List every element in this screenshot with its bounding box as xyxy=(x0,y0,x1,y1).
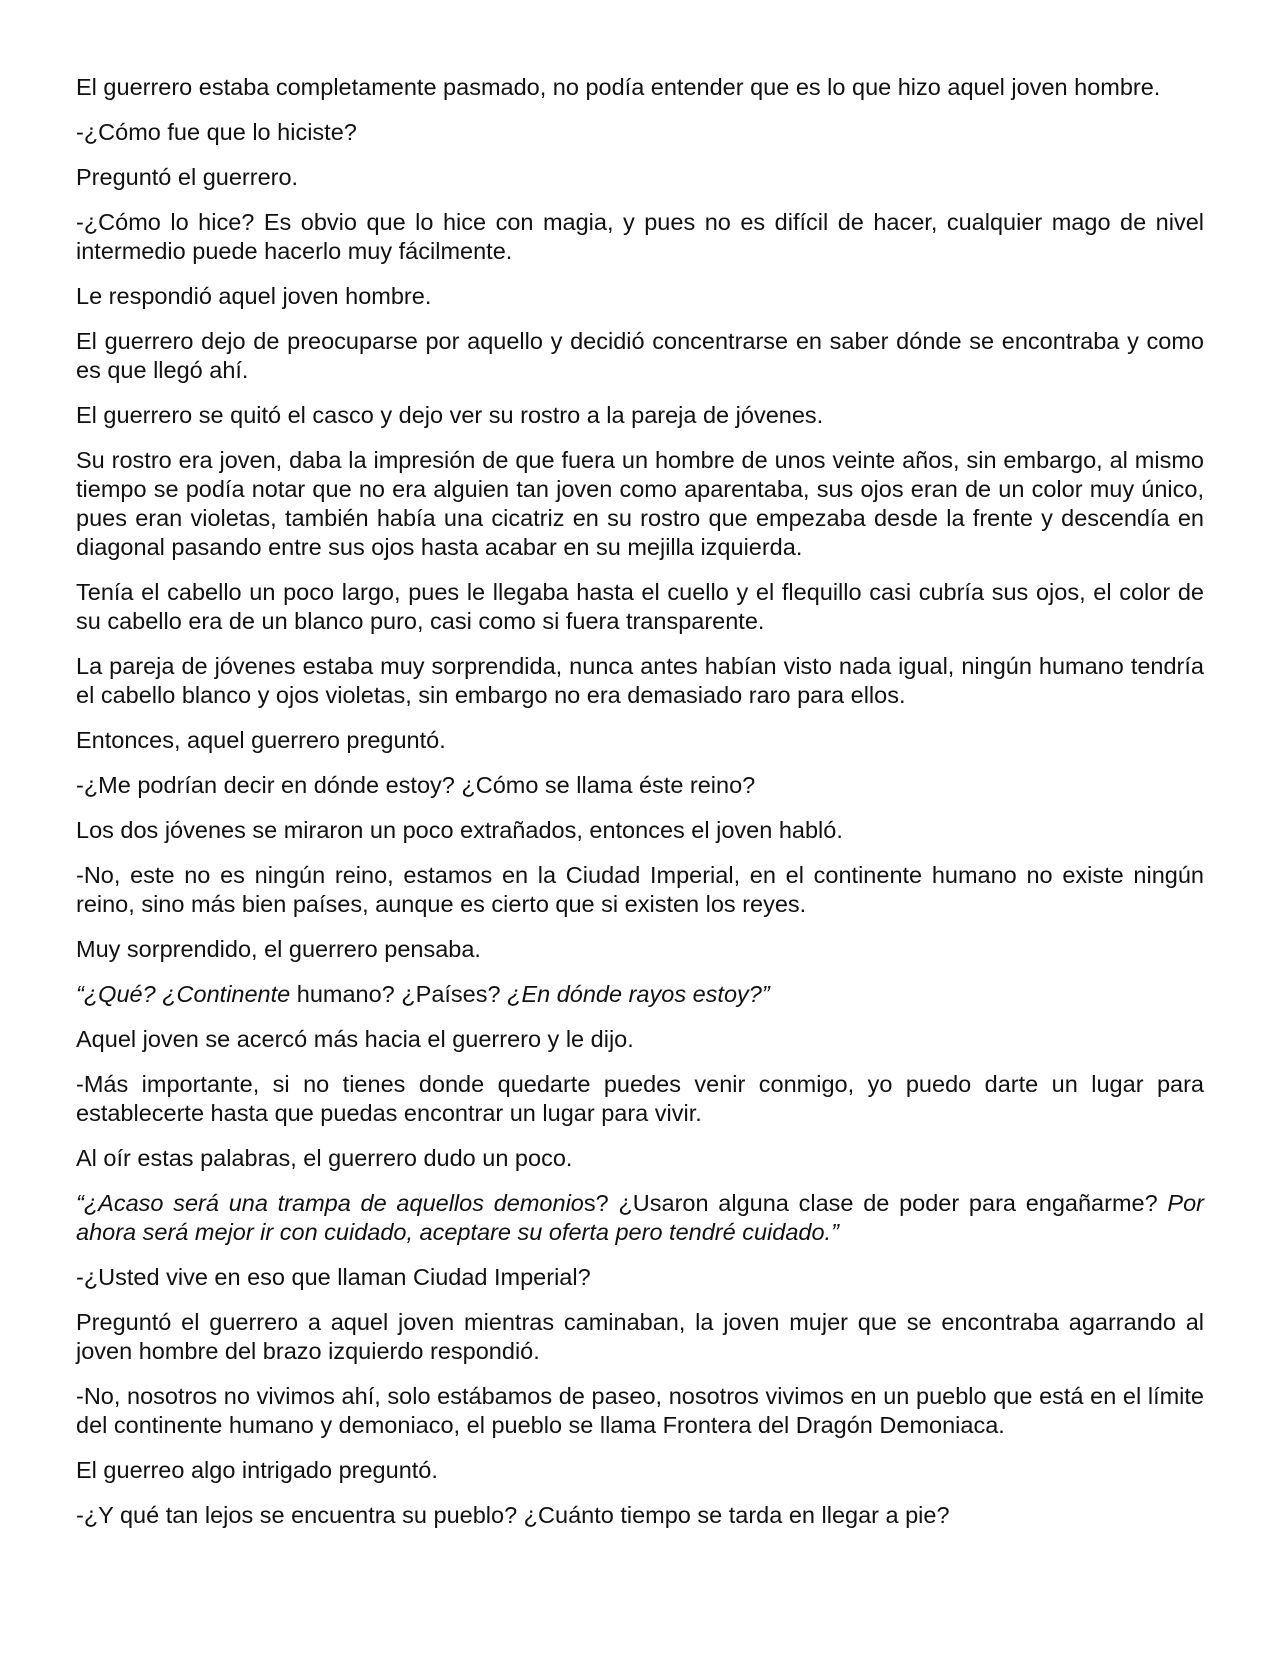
text-segment: -Más importante, si no tienes donde quedarte puedes venir conmigo, yo puedo darte un lugar para establecerte hasta que puedas encontrar un lugar para vivir. xyxy=(76,1071,1204,1126)
paragraph xyxy=(76,1144,1204,1173)
paragraph xyxy=(76,1189,1204,1247)
text-segment: s? ¿Usaron alguna clase de poder para engañarme? xyxy=(583,1190,1168,1216)
text-segment: -¿Y qué tan lejos se encuentra su pueblo? ¿Cuánto tiempo se tarda en llegar a pie? xyxy=(76,1502,950,1528)
text-segment: -No, este no es ningún reino, estamos en la Ciudad Imperial, en el continente humano no existe ningún reino, sino más bien países, aunque es cierto que si existen los reyes. xyxy=(76,862,1204,917)
document-body xyxy=(76,73,1204,1530)
text-segment: -No, nosotros no vivimos ahí, solo estábamos de paseo, nosotros vivimos en un pueblo que está en el límite del continente humano y demoniaco, el pueblo se llama Frontera del Dragón Demoniaca. xyxy=(76,1383,1204,1438)
paragraph xyxy=(76,1308,1204,1366)
text-segment: -¿Cómo fue que lo hiciste? xyxy=(76,119,357,145)
text-segment: Al oír estas palabras, el guerrero dudo un poco. xyxy=(76,1145,573,1171)
italic-text-segment: “¿Acaso será una trampa de aquellos demonio xyxy=(76,1190,584,1216)
paragraph xyxy=(76,1025,1204,1054)
paragraph xyxy=(76,1382,1204,1440)
paragraph xyxy=(76,282,1204,311)
paragraph xyxy=(76,1263,1204,1292)
text-segment: -¿Usted vive en eso que llaman Ciudad Imperial? xyxy=(76,1264,591,1290)
paragraph xyxy=(76,401,1204,430)
text-segment: Aquel joven se acercó más hacia el guerrero y le dijo. xyxy=(76,1026,634,1052)
paragraph xyxy=(76,73,1204,102)
text-segment: Los dos jóvenes se miraron un poco extrañados, entonces el joven habló. xyxy=(76,817,843,843)
paragraph xyxy=(76,935,1204,964)
text-segment: La pareja de jóvenes estaba muy sorprendida, nunca antes habían visto nada igual, ningún humano tendría el cabello blanco y ojos violetas, sin embargo no era demasiado raro para ellos. xyxy=(76,653,1204,708)
paragraph xyxy=(76,118,1204,147)
text-segment: -¿Cómo lo hice? Es obvio que lo hice con magia, y pues no es difícil de hacer, cualquier mago de nivel intermedio puede hacerlo muy fácilmente. xyxy=(76,209,1204,264)
text-segment: Le respondió aquel joven hombre. xyxy=(76,283,432,309)
text-segment: -¿Me podrían decir en dónde estoy? ¿Cómo se llama éste reino? xyxy=(76,772,756,798)
paragraph xyxy=(76,980,1204,1009)
paragraph xyxy=(76,446,1204,562)
paragraph xyxy=(76,163,1204,192)
italic-text-segment: ¿En dónde rayos estoy?” xyxy=(507,981,770,1007)
text-segment: Preguntó el guerrero. xyxy=(76,164,299,190)
text-segment: Preguntó el guerrero a aquel joven mientras caminaban, la joven mujer que se encontraba agarrando al joven hombre del brazo izquierdo respondió. xyxy=(76,1309,1204,1364)
paragraph xyxy=(76,1456,1204,1485)
text-segment: humano? ¿Países? xyxy=(290,981,508,1007)
paragraph xyxy=(76,578,1204,636)
text-segment: El guerrero dejo de preocuparse por aquello y decidió concentrarse en saber dónde se encontraba y como es que llegó ahí. xyxy=(76,328,1204,383)
text-segment: El guerrero se quitó el casco y dejo ver su rostro a la pareja de jóvenes. xyxy=(76,402,824,428)
text-segment: Su rostro era joven, daba la impresión de que fuera un hombre de unos veinte años, sin embargo, al mismo tiempo se podía notar que no era alguien tan joven como aparentaba, sus ojos eran de un color muy único, pues eran violetas, también había una cicatriz en su rostro que empezaba desde la frente y descendía en diagonal pasando entre sus ojos hasta acabar en su mejilla izquierda. xyxy=(76,447,1204,560)
paragraph xyxy=(76,208,1204,266)
italic-text-segment: “¿Qué? ¿Continente xyxy=(76,981,291,1007)
paragraph xyxy=(76,771,1204,800)
text-segment: Entonces, aquel guerrero preguntó. xyxy=(76,727,446,753)
paragraph xyxy=(76,1070,1204,1128)
paragraph xyxy=(76,327,1204,385)
text-segment: Muy sorprendido, el guerrero pensaba. xyxy=(76,936,481,962)
text-segment: Tenía el cabello un poco largo, pues le llegaba hasta el cuello y el flequillo casi cubría sus ojos, el color de su cabello era de un blanco puro, casi como si fuera transparente. xyxy=(76,579,1204,634)
paragraph xyxy=(76,1501,1204,1530)
text-segment: El guerreo algo intrigado preguntó. xyxy=(76,1457,438,1483)
paragraph xyxy=(76,652,1204,710)
paragraph xyxy=(76,861,1204,919)
italic-text-segment: Por ahora será mejor ir con cuidado, aceptare su oferta pero tendré cuidado.” xyxy=(76,1190,1204,1245)
paragraph xyxy=(76,726,1204,755)
paragraph xyxy=(76,816,1204,845)
text-segment: El guerrero estaba completamente pasmado, no podía entender que es lo que hizo aquel joven hombre. xyxy=(76,74,1161,100)
